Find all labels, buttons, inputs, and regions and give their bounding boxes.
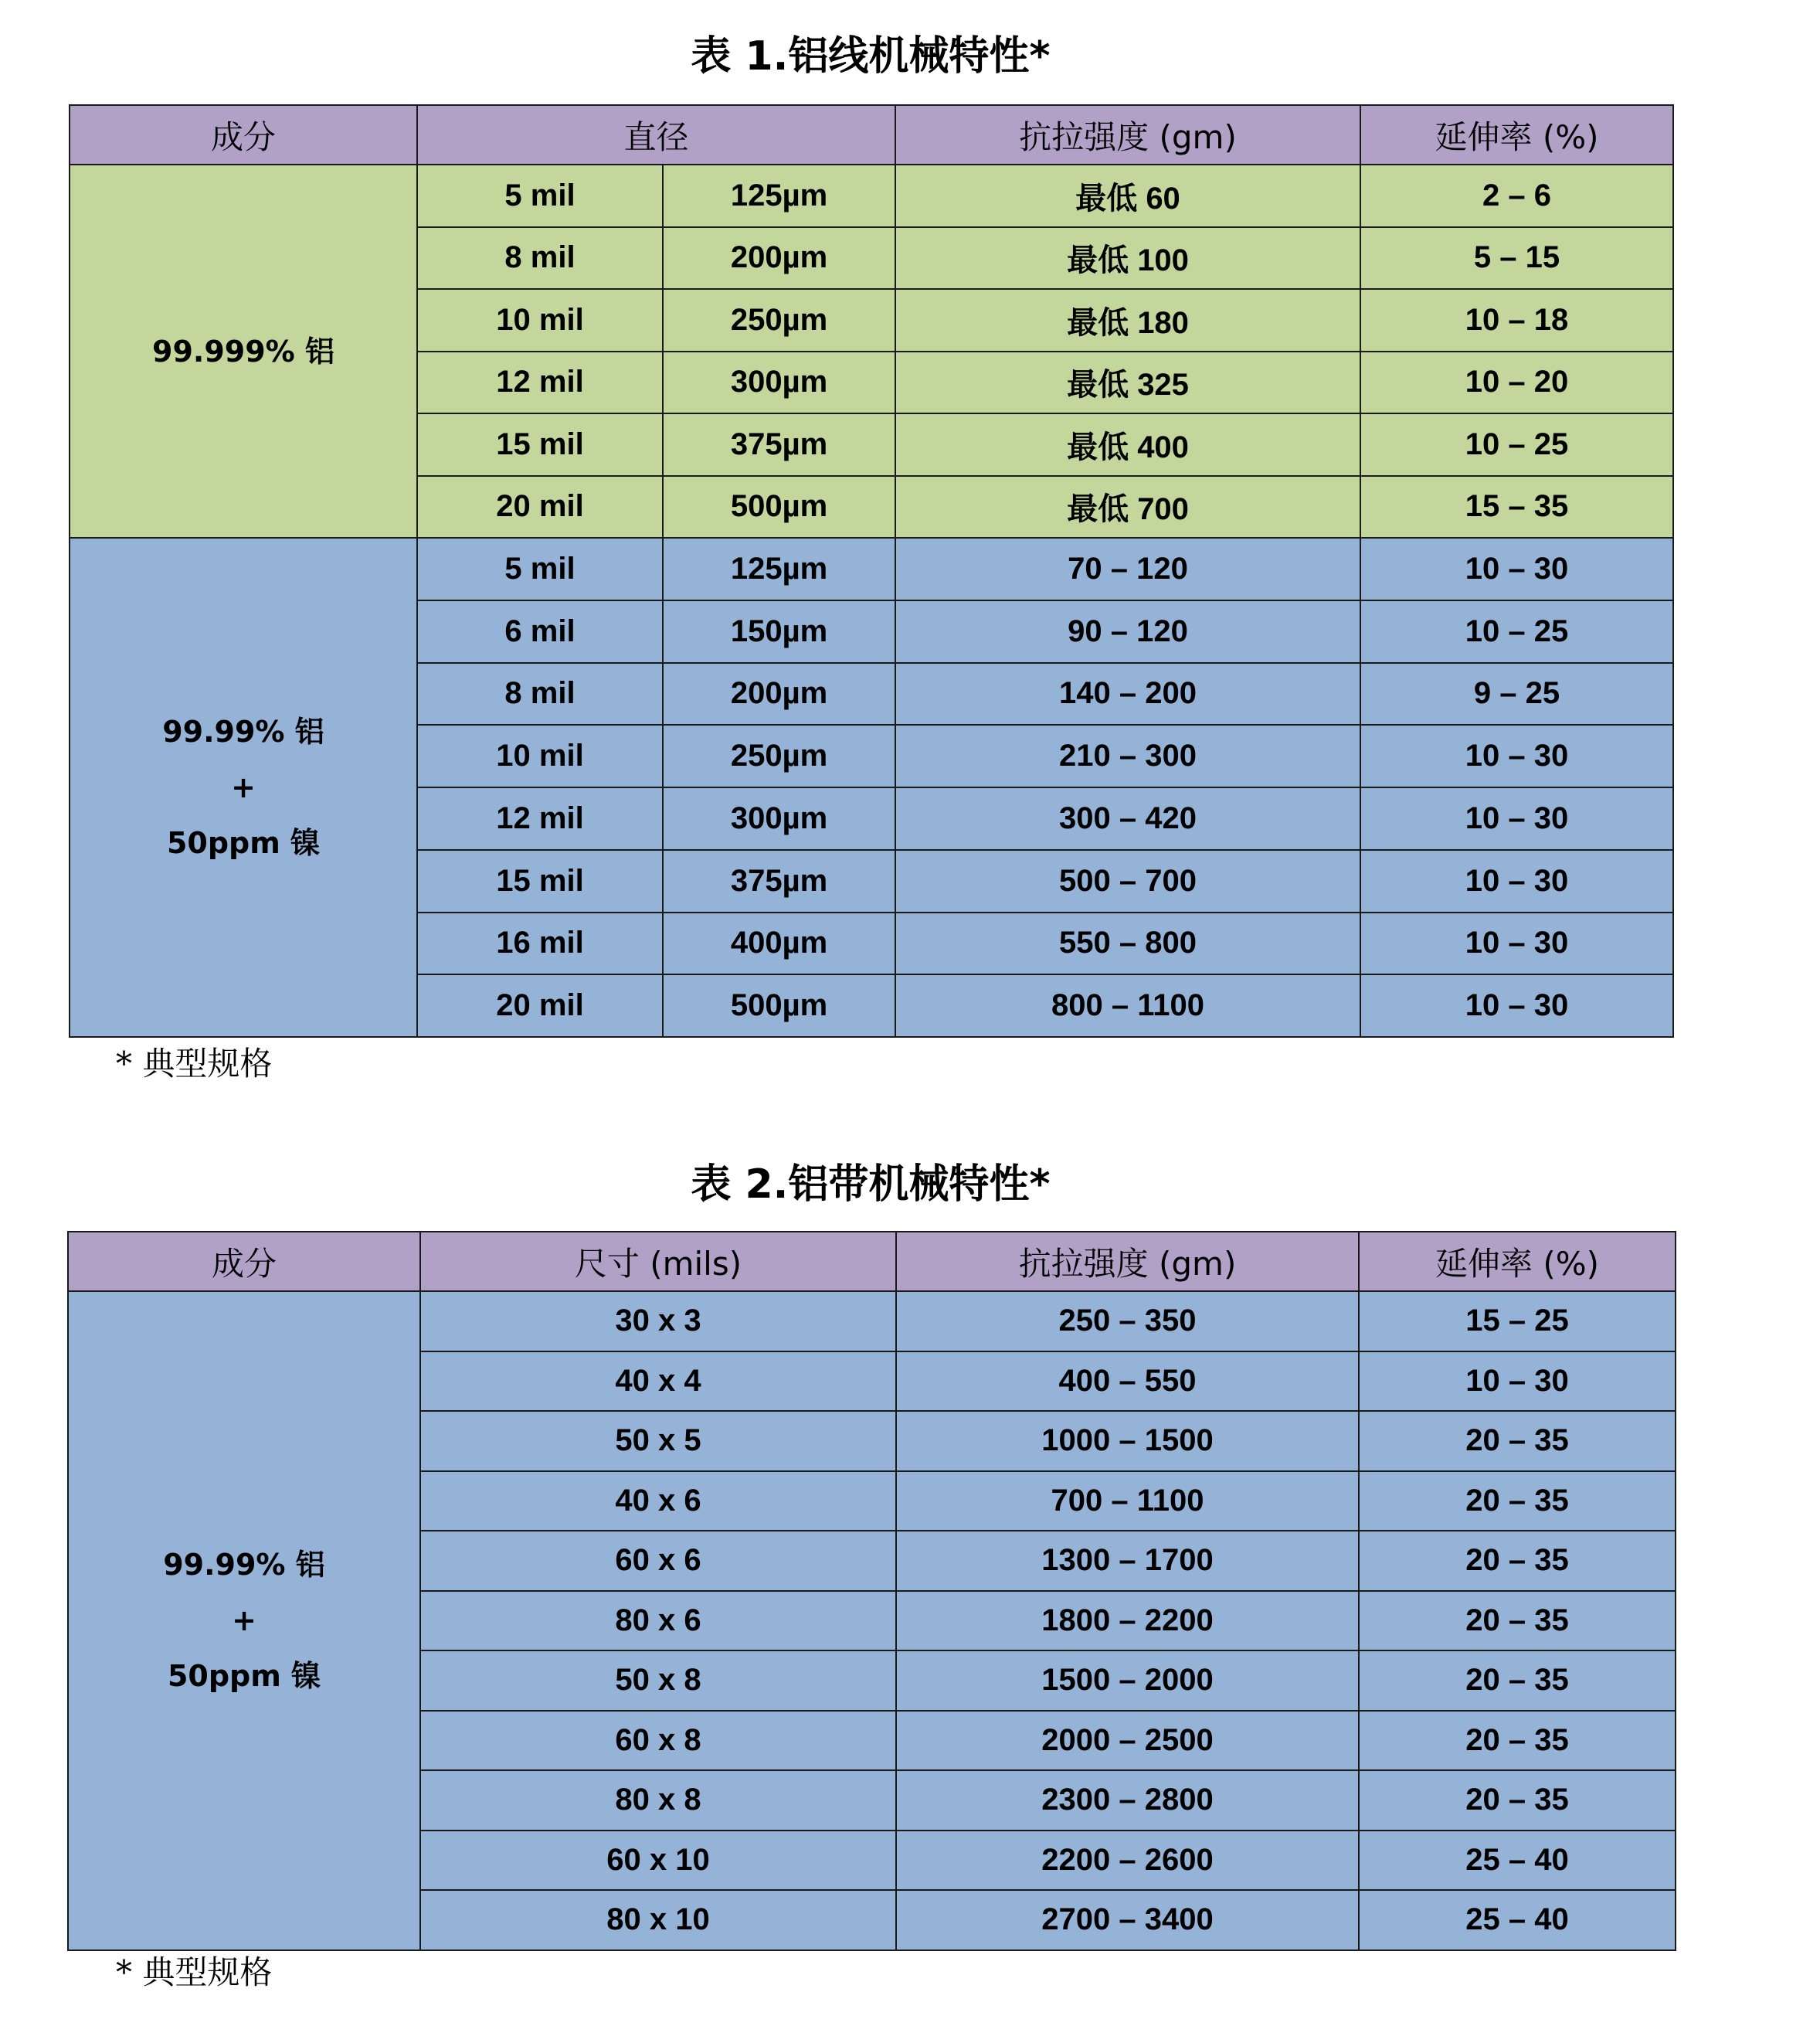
elongation: 10 – 30 — [1360, 538, 1673, 600]
tensile-strength: 1800 – 2200 — [896, 1591, 1359, 1651]
diameter-mil: 10 mil — [417, 725, 663, 787]
diameter-um: 300µm — [663, 787, 895, 850]
diameter-mil: 15 mil — [417, 850, 663, 913]
tensile-strength: 2200 – 2600 — [896, 1831, 1359, 1891]
elongation: 9 – 25 — [1360, 663, 1673, 726]
tensile-strength: 250 – 350 — [896, 1291, 1359, 1351]
elongation: 25 – 40 — [1359, 1890, 1676, 1950]
table-row — [70, 538, 1673, 600]
tensile-strength: 2000 – 2500 — [896, 1711, 1359, 1771]
composition-line: + — [231, 770, 256, 804]
diameter-mil: 5 mil — [417, 165, 663, 227]
diameter-um: 400µm — [663, 913, 895, 975]
table2-footnote: * 典型规格 — [116, 1953, 273, 1991]
tensile-strength: 300 – 420 — [895, 787, 1360, 850]
diameter-mil: 5 mil — [417, 538, 663, 600]
table1-header-row — [70, 105, 1673, 165]
composition-line: 99.99% 铝 — [163, 1548, 325, 1582]
elongation: 10 – 20 — [1360, 352, 1673, 414]
elongation: 10 – 30 — [1360, 787, 1673, 850]
diameter-um: 125µm — [663, 165, 895, 227]
elongation: 20 – 35 — [1359, 1591, 1676, 1651]
table-row — [70, 165, 1673, 227]
diameter-um: 375µm — [663, 850, 895, 913]
ribbon-size: 30 x 3 — [420, 1291, 896, 1351]
header-elongation: 延伸率 (%) — [1359, 1232, 1676, 1291]
tensile-strength: 最低 180 — [895, 289, 1360, 352]
table2-header-row — [68, 1232, 1676, 1291]
elongation: 10 – 30 — [1360, 974, 1673, 1037]
diameter-mil: 16 mil — [417, 913, 663, 975]
tensile-strength: 800 – 1100 — [895, 974, 1360, 1037]
table1-footnote: * 典型规格 — [116, 1045, 273, 1083]
composition-line: 50ppm 镍 — [167, 1659, 321, 1694]
composition-cell-9999-al-50ppm-ni — [70, 538, 417, 1037]
elongation: 5 – 15 — [1360, 227, 1673, 290]
composition-line: 99.99% 铝 — [162, 715, 324, 749]
diameter-mil: 6 mil — [417, 600, 663, 663]
tensile-strength: 140 – 200 — [895, 663, 1360, 726]
ribbon-size: 80 x 10 — [420, 1890, 896, 1950]
elongation: 15 – 35 — [1360, 476, 1673, 539]
elongation: 20 – 35 — [1359, 1411, 1676, 1471]
diameter-um: 250µm — [663, 725, 895, 787]
table-row — [68, 1291, 1676, 1351]
table2-ribbon-mechanical-properties — [67, 1231, 1676, 1951]
diameter-mil: 8 mil — [417, 663, 663, 726]
ribbon-size: 40 x 6 — [420, 1471, 896, 1531]
diameter-um: 250µm — [663, 289, 895, 352]
diameter-mil: 12 mil — [417, 787, 663, 850]
diameter-um: 200µm — [663, 227, 895, 290]
ribbon-size: 80 x 6 — [420, 1591, 896, 1651]
tensile-strength: 最低 100 — [895, 227, 1360, 290]
diameter-mil: 10 mil — [417, 289, 663, 352]
diameter-mil: 20 mil — [417, 476, 663, 539]
elongation: 10 – 30 — [1360, 850, 1673, 913]
elongation: 25 – 40 — [1359, 1831, 1676, 1891]
diameter-um: 200µm — [663, 663, 895, 726]
tensile-strength: 最低 700 — [895, 476, 1360, 539]
table2-title: 表 2.铝带机械特性* — [691, 1161, 1051, 1208]
header-composition: 成分 — [70, 105, 417, 165]
tensile-strength: 550 – 800 — [895, 913, 1360, 975]
ribbon-size: 60 x 8 — [420, 1711, 896, 1771]
diameter-mil: 20 mil — [417, 974, 663, 1037]
elongation: 10 – 30 — [1359, 1351, 1676, 1412]
diameter-um: 300µm — [663, 352, 895, 414]
tensile-strength: 最低 60 — [895, 165, 1360, 227]
diameter-mil: 15 mil — [417, 413, 663, 476]
diameter-um: 500µm — [663, 974, 895, 1037]
diameter-mil: 12 mil — [417, 352, 663, 414]
tensile-strength: 2700 – 3400 — [896, 1890, 1359, 1950]
composition-line: 50ppm 镍 — [166, 826, 321, 860]
tensile-strength: 400 – 550 — [896, 1351, 1359, 1412]
tensile-strength: 500 – 700 — [895, 850, 1360, 913]
elongation: 10 – 30 — [1360, 913, 1673, 975]
composition-cell-99999-al — [70, 165, 417, 538]
ribbon-size: 50 x 5 — [420, 1411, 896, 1471]
elongation: 20 – 35 — [1359, 1770, 1676, 1831]
elongation: 20 – 35 — [1359, 1471, 1676, 1531]
diameter-um: 150µm — [663, 600, 895, 663]
tensile-strength: 90 – 120 — [895, 600, 1360, 663]
tensile-strength: 1500 – 2000 — [896, 1650, 1359, 1711]
elongation: 10 – 18 — [1360, 289, 1673, 352]
composition-line: + — [232, 1603, 256, 1638]
header-composition: 成分 — [68, 1232, 420, 1291]
tensile-strength: 最低 400 — [895, 413, 1360, 476]
ribbon-size: 80 x 8 — [420, 1770, 896, 1831]
header-size: 尺寸 (mils) — [420, 1232, 896, 1291]
header-diameter: 直径 — [417, 105, 895, 165]
ribbon-size: 50 x 8 — [420, 1650, 896, 1711]
ribbon-size: 40 x 4 — [420, 1351, 896, 1412]
tensile-strength: 最低 325 — [895, 352, 1360, 414]
elongation: 20 – 35 — [1359, 1711, 1676, 1771]
tensile-strength: 1300 – 1700 — [896, 1531, 1359, 1591]
diameter-um: 375µm — [663, 413, 895, 476]
table1-wire-mechanical-properties — [69, 104, 1674, 1038]
header-elongation: 延伸率 (%) — [1360, 105, 1673, 165]
composition-line: 99.999% 铝 — [152, 334, 334, 369]
elongation: 10 – 25 — [1360, 413, 1673, 476]
header-tensile-strength: 抗拉强度 (gm) — [896, 1232, 1359, 1291]
tensile-strength: 2300 – 2800 — [896, 1770, 1359, 1831]
tensile-strength: 70 – 120 — [895, 538, 1360, 600]
ribbon-size: 60 x 10 — [420, 1831, 896, 1891]
tensile-strength: 700 – 1100 — [896, 1471, 1359, 1531]
diameter-um: 500µm — [663, 476, 895, 539]
elongation: 15 – 25 — [1359, 1291, 1676, 1351]
elongation: 20 – 35 — [1359, 1650, 1676, 1711]
ribbon-size: 60 x 6 — [420, 1531, 896, 1591]
elongation: 10 – 25 — [1360, 600, 1673, 663]
tensile-strength: 1000 – 1500 — [896, 1411, 1359, 1471]
elongation: 10 – 30 — [1360, 725, 1673, 787]
elongation: 2 – 6 — [1360, 165, 1673, 227]
tensile-strength: 210 – 300 — [895, 725, 1360, 787]
elongation: 20 – 35 — [1359, 1531, 1676, 1591]
diameter-um: 125µm — [663, 538, 895, 600]
composition-cell-9999-al-50ppm-ni — [68, 1291, 420, 1950]
table1-title: 表 1.铝线机械特性* — [691, 33, 1051, 80]
diameter-mil: 8 mil — [417, 227, 663, 290]
header-tensile-strength: 抗拉强度 (gm) — [895, 105, 1360, 165]
